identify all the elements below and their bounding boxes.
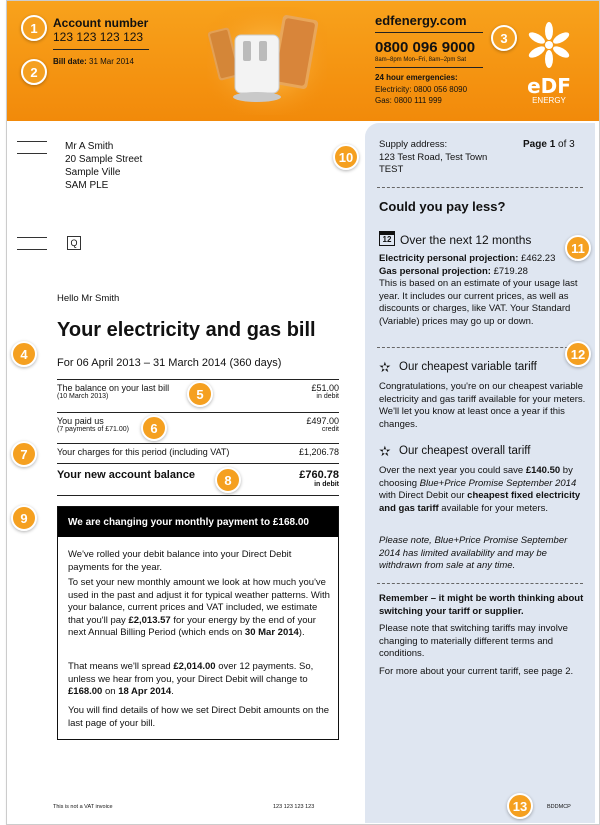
toaster-image <box>207 7 327 115</box>
last-bill-value: £51.00 <box>311 383 339 393</box>
more-text: For more about your current tariff, see page 2. <box>379 666 574 677</box>
callout-1: 1 <box>21 15 47 41</box>
bill-date <box>53 57 134 66</box>
footer-account: 123 123 123 123 <box>273 804 315 810</box>
paid-note: credit <box>321 426 339 433</box>
paid-sub: (7 payments of £71.00) <box>57 426 129 433</box>
p3-payment: £168.00 <box>68 686 103 697</box>
payment-change-box <box>57 506 339 740</box>
table-divider <box>57 495 339 496</box>
header-divider <box>53 49 149 50</box>
callout-11: 11 <box>565 235 591 261</box>
header-divider-right <box>375 32 483 33</box>
new-balance-value: £760.78 <box>299 469 339 481</box>
footer-code: BDDMCP <box>547 804 571 810</box>
edf-logo-icon <box>517 21 581 71</box>
page-indicator <box>523 139 575 152</box>
table-divider <box>57 412 339 413</box>
overall-text-part: by choosing <box>379 465 573 489</box>
overall-saving: £140.50 <box>525 465 561 476</box>
header-divider-right-2 <box>375 67 483 68</box>
overall-text-part: with Direct Debit our <box>379 490 468 501</box>
callout-8: 8 <box>215 467 241 493</box>
last-bill-label: The balance on your last bill <box>57 383 170 393</box>
account-number-label: Account number <box>53 16 149 30</box>
info-sidebar <box>365 123 595 823</box>
p2-date: 30 Mar 2014 <box>244 627 299 638</box>
payment-paragraph-1: We've rolled your debit balance into your Direct Debit payments for the year. <box>68 549 292 573</box>
edf-logo <box>517 21 581 105</box>
fold-mark <box>17 153 47 154</box>
website[interactable]: edfenergy.com <box>375 13 467 28</box>
paid-label: You paid us <box>57 416 104 426</box>
p3-amount: £2,014.00 <box>173 661 216 672</box>
electricity-emergency: Electricity: 0800 056 8090 <box>375 85 468 94</box>
p2-text: ). <box>298 627 305 638</box>
section-divider <box>377 583 583 584</box>
paid-value: £497.00 <box>306 416 339 426</box>
header-banner <box>7 1 600 121</box>
overall-heading: Our cheapest overall tariff <box>399 445 531 457</box>
callout-4: 4 <box>11 341 37 367</box>
callout-9: 9 <box>11 505 37 531</box>
elec-proj-label: Electricity personal projection: <box>379 253 519 264</box>
last-bill-date: (10 March 2013) <box>57 393 109 400</box>
new-balance-note: in debit <box>314 481 339 488</box>
callout-5: 5 <box>187 381 213 407</box>
note-text: has limited availability and may be withdrawn from sale at any time. <box>379 547 547 571</box>
paid-row <box>57 416 339 442</box>
availability-note <box>379 535 587 573</box>
new-balance-label: Your new account balance <box>57 469 195 481</box>
supply-line: TEST <box>379 164 404 175</box>
bill-page <box>6 0 600 825</box>
p3-text: That means we'll spread <box>68 661 174 672</box>
payment-paragraph-4: You will find details of how we set Direct Debit amounts on the last page of your bill. <box>68 705 330 729</box>
callout-7: 7 <box>11 441 37 467</box>
table-divider <box>57 443 339 444</box>
vat-note: This is not a VAT invoice <box>53 804 113 810</box>
address-line: Sample Ville <box>65 167 121 178</box>
overall-text-part: available for your meters. <box>438 502 548 514</box>
p2-text: To set your new monthly amount we look at how much you've used in the past and adjust it for typical weather patterns. With your balance, current prices and VAT included, we estimate that you'll pay <box>68 577 330 626</box>
page-label: Page <box>523 139 547 150</box>
section-divider <box>377 187 583 188</box>
last-bill-note: in debit <box>316 393 339 400</box>
note-text: Please note, <box>379 535 435 546</box>
charges-row <box>57 447 339 461</box>
elec-proj-value: £462.23 <box>521 253 556 264</box>
overall-text <box>379 465 587 515</box>
page-of: of 3 <box>558 139 575 150</box>
payment-paragraph-2 <box>68 577 330 640</box>
logo-sub: ENERGY <box>532 96 566 105</box>
p2-text: for your energy by the end of your next Annual Billing Period (which ends on <box>68 614 316 638</box>
cheapest-tariff: cheapest fixed electricity and gas tariff <box>379 490 581 514</box>
next12-heading: Over the next 12 months <box>400 233 532 247</box>
p3-text: . <box>171 686 174 697</box>
section-divider <box>377 347 583 348</box>
gas-proj-label: Gas personal projection: <box>379 265 491 277</box>
callout-12: 12 <box>565 341 591 367</box>
gas-emergency: Gas: 0800 111 999 <box>375 96 442 105</box>
callout-3: 3 <box>491 25 517 51</box>
bill-period: For 06 April 2013 – 31 March 2014 (360 days) <box>57 357 282 369</box>
supply-line: 123 Test Road, Test Town <box>379 151 488 163</box>
page-num: 1 <box>549 139 556 150</box>
variable-heading: Our cheapest variable tariff <box>399 361 537 373</box>
p3-date: 18 Apr 2014 <box>118 686 172 697</box>
variable-text: Congratulations, you're on our cheapest variable electricity and gas tariff available for your meters. We'll let you know at least once a year if this changes. <box>379 381 586 430</box>
payment-paragraph-3 <box>68 661 330 699</box>
payment-change-heading: We are changing your monthly payment to £168.00 <box>58 507 338 537</box>
account-number: 123 123 123 123 <box>53 30 144 44</box>
logo-text: eDF <box>527 74 571 98</box>
calendar-icon: 12 <box>379 231 395 246</box>
gas-proj-value: £719.28 <box>493 265 528 277</box>
callout-13: 13 <box>507 793 533 819</box>
bill-date-label: Bill date: <box>53 57 87 66</box>
pay-less-heading: Could you pay less? <box>379 199 506 214</box>
fold-mark <box>17 249 47 250</box>
star-icon: ✫ <box>379 359 391 375</box>
star-icon: ✫ <box>379 443 391 459</box>
emergencies-label: 24 hour emergencies: <box>375 73 458 82</box>
address-line: Mr A Smith <box>65 141 114 152</box>
fold-mark <box>17 237 47 238</box>
remember-text: Remember – it might be worth thinking about switching your tariff or supplier. <box>379 593 584 617</box>
callout-10: 10 <box>333 144 359 170</box>
tariff-name: Blue+Price Promise September 2014 <box>419 477 577 489</box>
phone-number[interactable]: 0800 096 9000 <box>375 39 476 56</box>
callout-6: 6 <box>141 415 167 441</box>
q-box: Q <box>67 236 81 250</box>
projection-section <box>379 253 587 328</box>
address-line: 20 Sample Street <box>65 154 143 165</box>
new-balance-row <box>57 469 339 493</box>
projection-text: This is based on an estimate of your usage last year. It includes our current prices, as well as discounts or charges, like VAT. Your Standard (Variable) prices may go up or down. <box>379 278 578 327</box>
supply-label: Supply address: <box>379 139 448 150</box>
overall-text-part: Over the next year you could save <box>379 465 526 476</box>
page-title: Your electricity and gas bill <box>57 319 316 341</box>
switch-text: Please note that switching tariffs may involve changing to materially different terms and conditions. <box>379 623 568 659</box>
phone-hours: 8am–8pm Mon–Fri, 8am–2pm Sat <box>375 57 467 63</box>
p3-text: on <box>102 686 119 697</box>
callout-2: 2 <box>21 59 47 85</box>
p2-amount: £2,013.57 <box>128 614 171 626</box>
customer-address <box>65 140 142 192</box>
table-divider <box>57 379 339 380</box>
supply-address <box>379 139 487 177</box>
p3-text: over 12 payments. So, unless we hear from you, your Direct Debit will change to <box>68 661 314 685</box>
fold-mark <box>17 141 47 142</box>
tariff-name: Blue+Price Promise September 2014 <box>379 535 568 559</box>
bill-date-value: 31 Mar 2014 <box>89 57 134 66</box>
address-line: SAM PLE <box>65 180 109 191</box>
charges-label: Your charges for this period (including VAT) <box>57 447 230 457</box>
greeting: Hello Mr Smith <box>57 293 120 304</box>
charges-value: £1,206.78 <box>298 447 339 457</box>
table-divider <box>57 463 339 464</box>
